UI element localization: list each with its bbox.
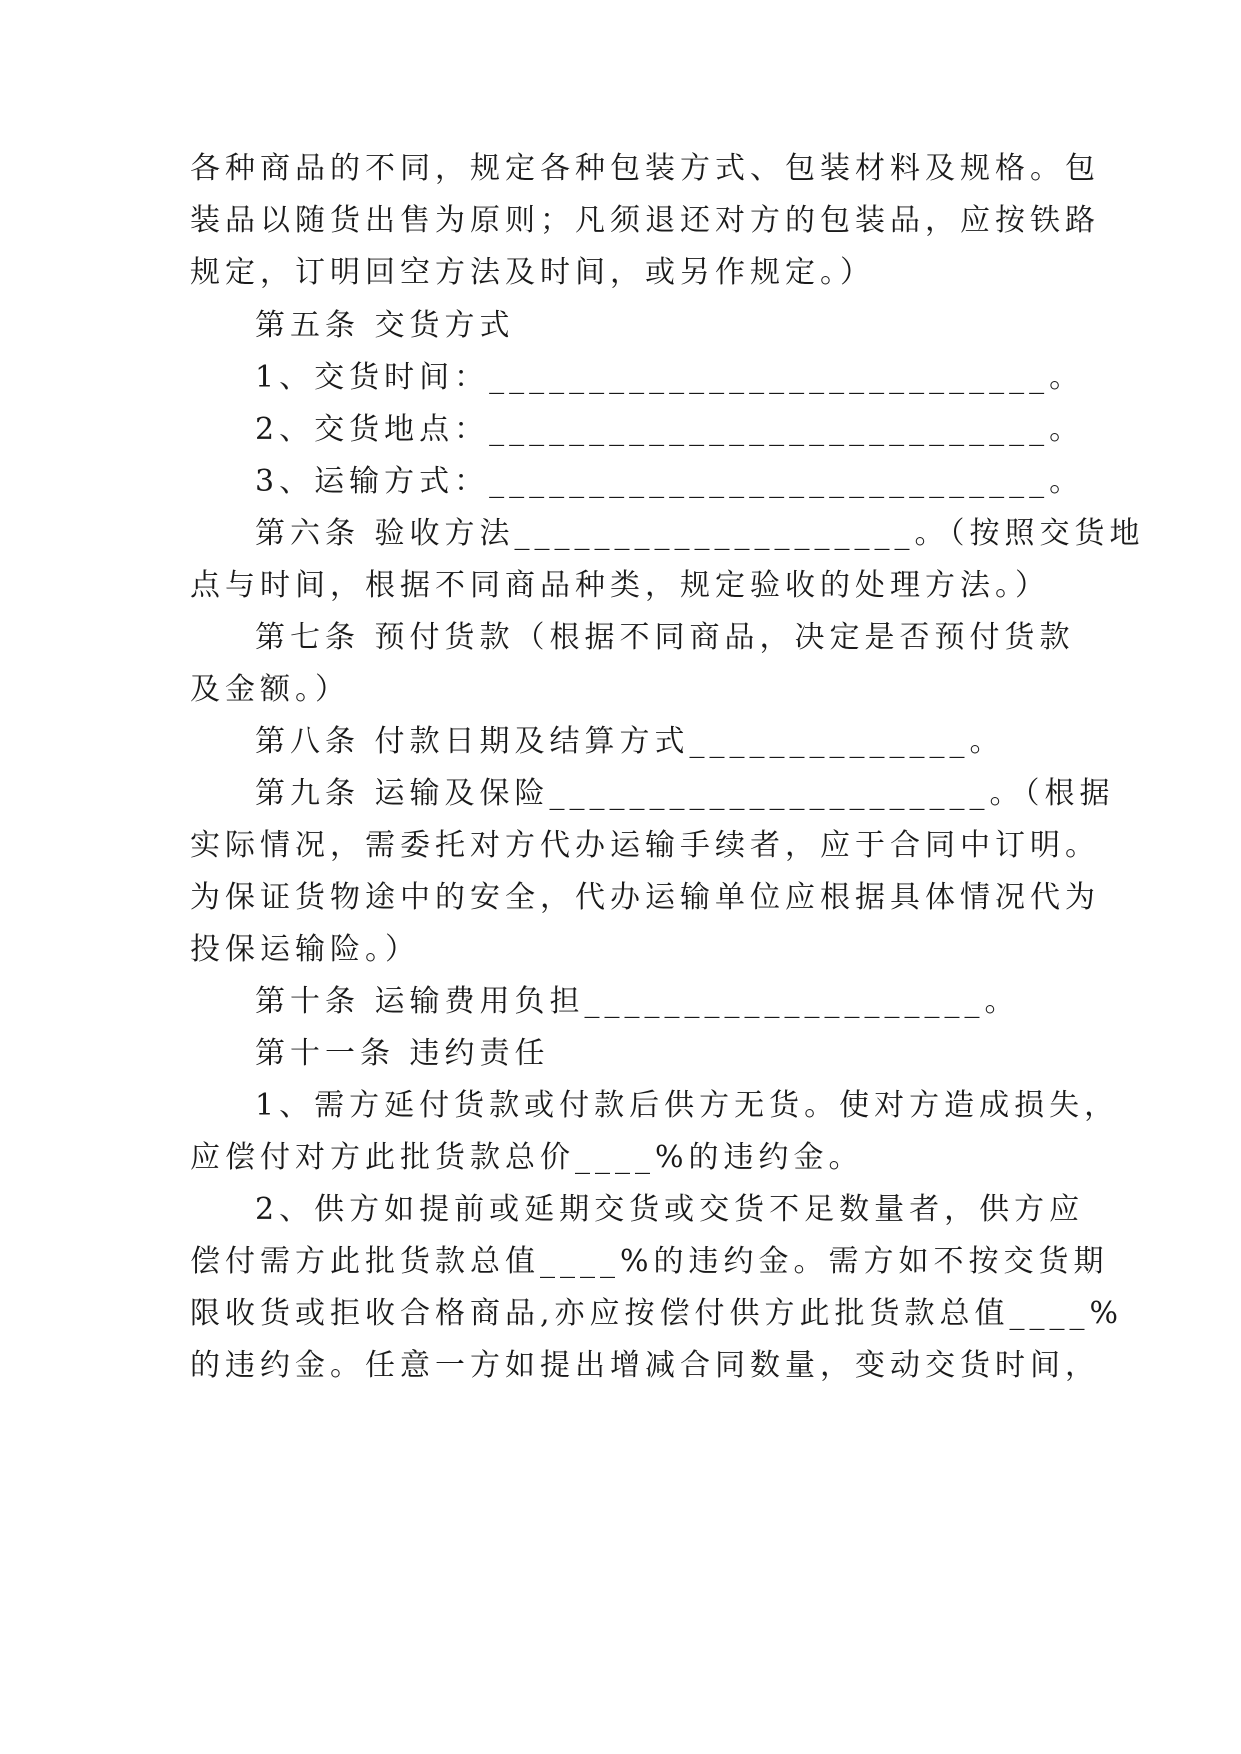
text-line: 3、运输方式：____________________________。 [255,464,1085,499]
text-line: 投保运输险。） [190,932,420,967]
text-line: 2、供方如提前或延期交货或交货不足数量者，供方应 [255,1192,1085,1227]
text-line: 应偿付对方此批货款总价____%的违约金。 [190,1140,864,1175]
text-line: 装品以随货出售为原则；凡须退还对方的包装品，应按铁路 [190,203,1100,238]
text-line: 的违约金。任意一方如提出增减合同数量，变动交货时间， [190,1348,1100,1383]
text-line: 各种商品的不同，规定各种包装方式、包装材料及规格。包 [190,151,1100,186]
text-line: 第七条 预付货款（根据不同商品，决定是否预付货款 [255,620,1075,655]
text-line: 2、交货地点：____________________________。 [255,412,1085,447]
text-line: 1、交货时间：____________________________。 [255,360,1085,395]
text-line: 点与时间，根据不同商品种类，规定验收的处理方法。） [190,568,1050,603]
text-line: 规定，订明回空方法及时间，或另作规定。） [190,255,875,290]
text-line: 第九条 运输及保险______________________。（根据 [255,776,1115,811]
text-line: 偿付需方此批货款总值____%的违约金。需方如不按交货期 [190,1244,1109,1279]
text-line: 1、需方延付货款或付款后供方无货。使对方造成损失， [255,1088,1120,1123]
section-heading: 第十一条 违约责任 [255,1036,550,1071]
text-line: 第六条 验收方法____________________。（按照交货地 [255,516,1145,551]
text-line: 限收货或拒收合格商品,亦应按偿付供方此批货款总值____% [190,1296,1124,1331]
section-heading: 第五条 交货方式 [255,308,515,343]
text-line: 为保证货物途中的安全，代办运输单位应根据具体情况代为 [190,880,1100,915]
text-line: 及金额。） [190,672,350,707]
text-line: 实际情况，需委托对方代办运输手续者，应于合同中订明。 [190,828,1100,863]
text-line: 第十条 运输费用负担____________________。 [255,984,1020,1019]
text-line: 第八条 付款日期及结算方式______________。 [255,724,1005,759]
